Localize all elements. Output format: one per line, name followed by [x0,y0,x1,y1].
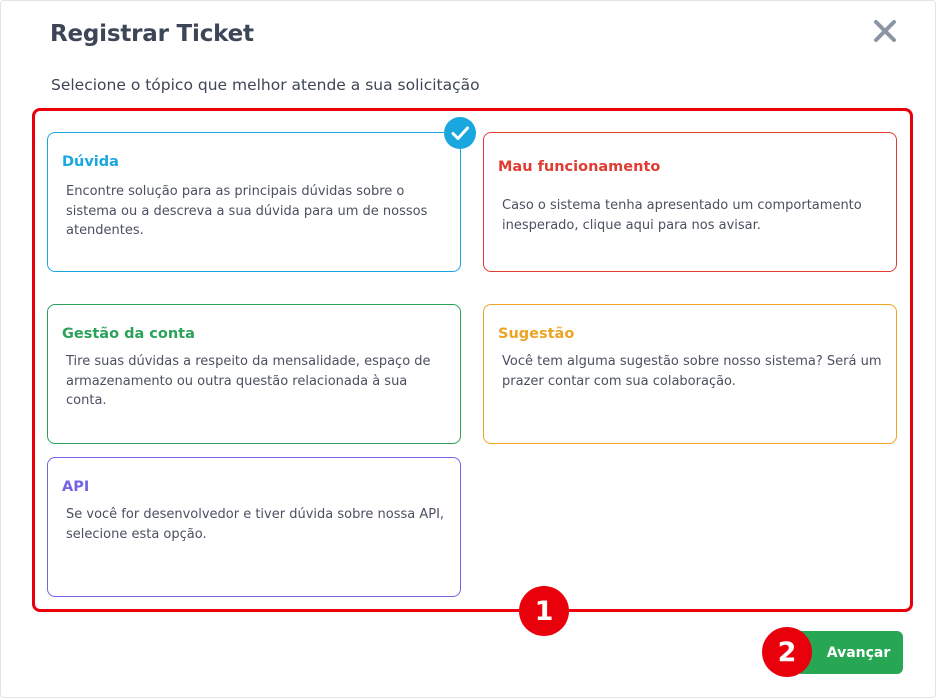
topic-title: Sugestão [498,326,575,342]
selected-check-badge [444,117,476,149]
topic-title: Mau funcionamento [498,159,661,175]
topic-description: Se você for desenvolvedor e tiver dúvida sobre nossa API, selecione esta opção. [66,507,445,542]
topic-card-gestao-da-conta[interactable] [47,304,461,444]
topic-title: Gestão da conta [62,326,195,342]
topic-card-duvida[interactable] [47,132,461,272]
topic-card-mau-funcionamento[interactable] [483,132,897,272]
check-icon [444,117,476,149]
topic-description: Você tem alguma sugestão sobre nosso sistema? Será um prazer contar com sua colaboração. [502,354,882,389]
next-button[interactable]: Avançar [796,631,903,674]
topic-description: Encontre solução para as principais dúvidas sobre o sistema ou a descreva a sua dúvida para um de nossos atendentes. [66,184,428,238]
annotation-marker-1: 1 [519,586,569,636]
modal-subtitle: Selecione o tópico que melhor atende a sua solicitação [51,76,480,94]
topic-description: Tire suas dúvidas a respeito da mensalidade, espaço de armazenamento ou outra questão relacionada à sua conta. [66,354,431,408]
topic-title: Dúvida [62,154,119,170]
close-icon [870,16,900,46]
topic-card-api[interactable] [47,457,461,597]
topic-card-sugestao[interactable] [483,304,897,444]
annotation-marker-2: 2 [762,627,812,677]
modal-title: Registrar Ticket [50,21,254,47]
topic-title: API [62,479,90,495]
close-button[interactable] [870,16,900,46]
topic-description: Caso o sistema tenha apresentado um comportamento inesperado, clique aqui para nos avisar. [502,198,862,233]
